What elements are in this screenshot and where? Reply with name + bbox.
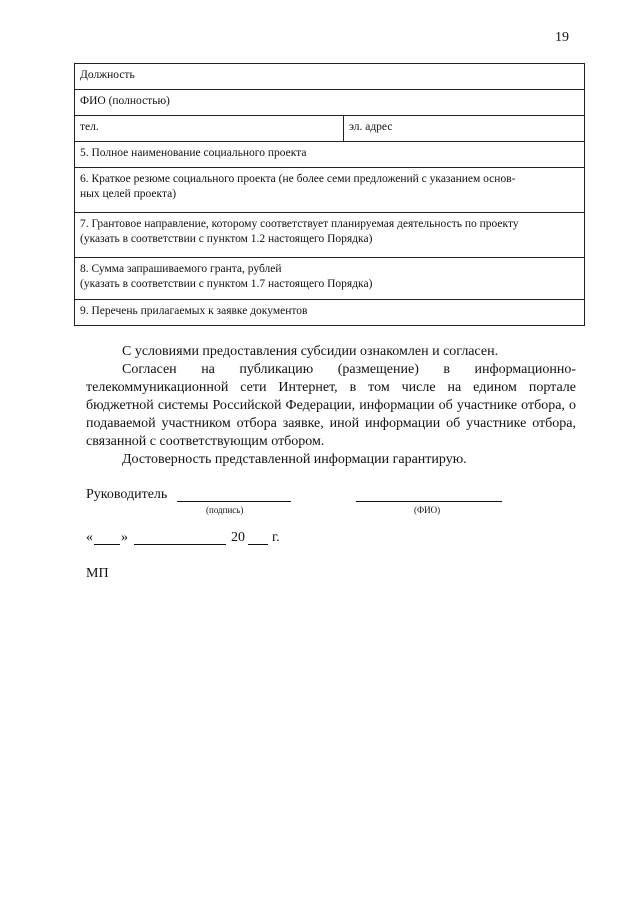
full-name-caption: (ФИО) xyxy=(414,505,441,515)
form-row-documents xyxy=(75,300,585,326)
full-name-line[interactable] xyxy=(356,487,502,502)
grant-amount-line1: 8. Сумма запрашиваемого гранта, рублей xyxy=(80,263,282,275)
grant-direction-line2: (указать в соответствии с пунктом 1.2 настоящего Порядка) xyxy=(80,233,373,245)
full-name-cell[interactable]: ФИО (полностью) xyxy=(75,90,585,116)
form-row-grant-direction xyxy=(75,213,585,258)
consent-text xyxy=(86,343,576,469)
word: публикацию xyxy=(239,362,314,377)
year-line[interactable] xyxy=(248,530,268,545)
grant-direction-line1: 7. Грантовое направление, которому соответствует планируемая деятельность по проекту xyxy=(80,218,519,230)
day-line[interactable] xyxy=(94,530,120,545)
project-summary-line2: ных целей проекта) xyxy=(80,188,177,200)
form-row-grant-amount xyxy=(75,258,585,300)
word: на xyxy=(201,362,215,377)
year-prefix: 20 xyxy=(231,530,245,545)
documents-cell[interactable]: 9. Перечень прилагаемых к заявке документов xyxy=(75,300,585,326)
form-row-project-summary xyxy=(75,168,585,213)
form-row-contacts xyxy=(75,116,585,142)
year-suffix: г. xyxy=(272,530,280,545)
page-number: 19 xyxy=(555,30,569,45)
head-label: Руководитель xyxy=(86,487,168,502)
signature-caption: (подпись) xyxy=(206,505,244,515)
email-cell[interactable]: эл. адрес xyxy=(344,116,585,142)
grant-amount-cell[interactable] xyxy=(75,258,585,300)
month-line[interactable] xyxy=(134,530,226,545)
consent-paragraph-2-first-line xyxy=(86,361,576,379)
grant-direction-cell[interactable] xyxy=(75,213,585,258)
date-block xyxy=(86,530,386,552)
consent-paragraph-1: С условиями предоставления субсидии ознакомлен и согласен. xyxy=(122,344,499,359)
grant-amount-line2: (указать в соответствии с пунктом 1.7 настоящего Порядка) xyxy=(80,278,373,290)
project-summary-cell[interactable] xyxy=(75,168,585,213)
phone-cell[interactable]: тел. xyxy=(75,116,344,142)
signature-block xyxy=(86,487,526,527)
project-name-cell[interactable]: 5. Полное наименование социального проекта xyxy=(75,142,585,168)
form-row-full-name xyxy=(75,90,585,116)
date-close-quote: » xyxy=(121,530,128,545)
stamp-place-label: МП xyxy=(86,566,109,581)
date-open-quote: « xyxy=(86,530,93,545)
application-form-table xyxy=(74,63,585,326)
word: информационно- xyxy=(474,362,576,377)
form-row-position xyxy=(75,64,585,90)
signature-line[interactable] xyxy=(177,487,291,502)
word: (размещение) xyxy=(337,362,419,377)
word: в xyxy=(443,362,451,377)
form-row-project-name xyxy=(75,142,585,168)
word: Согласен xyxy=(122,362,177,377)
project-summary-line1: 6. Краткое резюме социального проекта (не более семи предложений с указанием основ- xyxy=(80,173,516,185)
consent-paragraph-2-rest: телекоммуникационной сети Интернет, в том числе на едином портале бюджетной системы Российской Федерации, информации об участнике отбора, о подаваемой участником отбора заявке, иной информации об участнике отбора, связанной с соответствующим отбором. xyxy=(86,380,576,449)
position-cell[interactable]: Должность xyxy=(75,64,585,90)
consent-paragraph-3: Достоверность представленной информации гарантирую. xyxy=(122,452,467,467)
